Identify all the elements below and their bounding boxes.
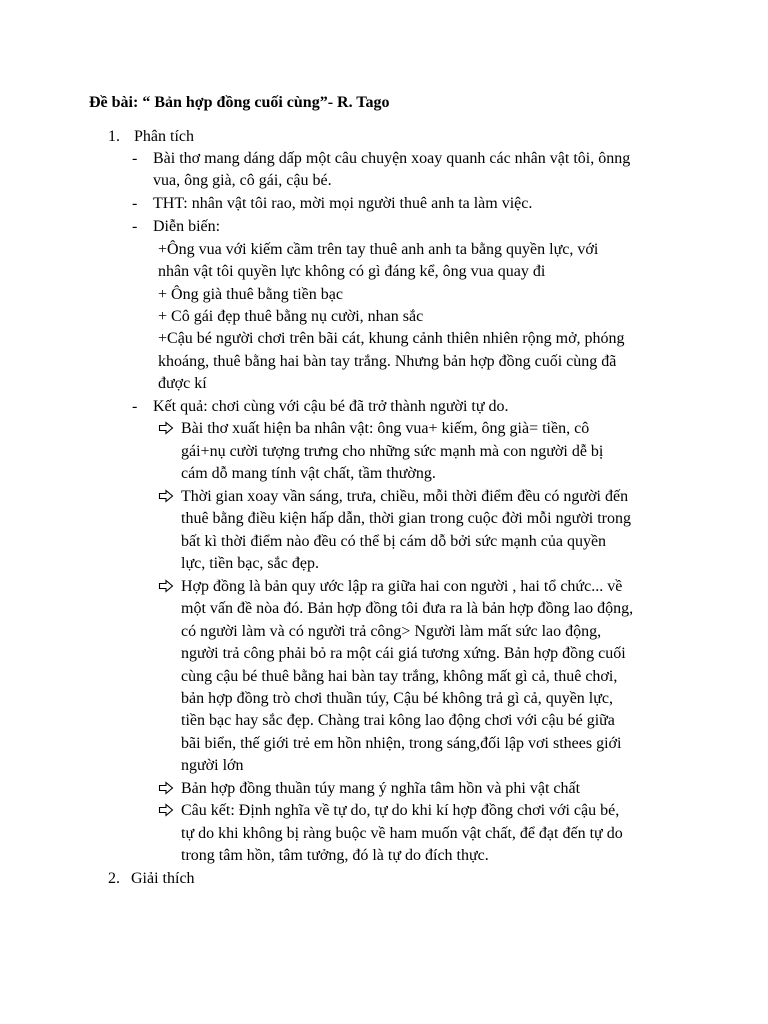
list-item-line: nhân vật tôi quyền lực không có gì đáng kể, ông vua quay đi xyxy=(158,263,546,280)
list-item-line: cùng cậu bé thuê bằng hai bàn tay trắng, không mất gì cả, thuê chơi, xyxy=(181,668,618,685)
dash-marker: - xyxy=(132,218,138,235)
dash-marker: - xyxy=(132,398,138,415)
list-item-line: + Ông già thuê bằng tiền bạc xyxy=(158,286,343,303)
list-item-line: trong tâm hồn, tâm tưởng, đó là tự do đích thực. xyxy=(181,847,489,864)
dash-marker: - xyxy=(132,195,138,212)
arrow-right-outline-icon xyxy=(158,781,174,795)
list-item-line: có người làm và có người trả công> Người làm mất sức lao động, xyxy=(181,623,602,640)
list-item-line: khoáng, thuê bằng hai bàn tay trắng. Nhưng bản hợp đồng cuối cùng đã xyxy=(158,353,617,370)
dash-marker: - xyxy=(132,150,138,167)
list-item-line: Bài thơ mang dáng dấp một câu chuyện xoay quanh các nhân vật tôi, ônng xyxy=(153,150,631,167)
list-item-line: Bản hợp đồng thuần túy mang ý nghĩa tâm hồn và phi vật chất xyxy=(181,780,581,797)
list-item-line: +Cậu bé người chơi trên bãi cát, khung cảnh thiên nhiên rộng mở, phóng xyxy=(158,330,625,347)
document-title: Đề bài: “ Bản hợp đồng cuối cùng”- R. Tago xyxy=(89,94,390,111)
section-number: 1. xyxy=(108,128,120,145)
list-item-line: Kết quả: chơi cùng với cậu bé đã trở thành người tự do. xyxy=(153,398,509,415)
list-item-line: + Cô gái đẹp thuê bằng nụ cười, nhan sắc xyxy=(158,308,424,325)
list-item-line: bất kì thời điểm nào đều có thể bị cám dỗ bởi sức mạnh của quyền xyxy=(181,533,607,550)
section-heading: Giải thích xyxy=(131,870,195,887)
list-item-line: người lớn xyxy=(181,757,244,774)
list-item-line: vua, ông già, cô gái, cậu bé. xyxy=(153,172,332,189)
list-item-line: gái+nụ cười tượng trưng cho những sức mạnh mà con người dễ bị xyxy=(181,443,604,460)
list-item-line: Thời gian xoay vần sáng, trưa, chiều, mỗi thời điểm đều có người đến xyxy=(181,488,629,505)
list-item-line: được kí xyxy=(158,375,207,392)
arrow-right-outline-icon xyxy=(158,489,174,503)
section-heading: Phân tích xyxy=(134,128,194,145)
list-item-line: lực, tiền bạc, sắc đẹp. xyxy=(181,555,319,572)
arrow-right-outline-icon xyxy=(158,579,174,593)
section-number: 2. xyxy=(108,870,120,887)
list-item-line: thuê bằng điều kiện hấp dẫn, thời gian trong cuộc đời mỗi người trong xyxy=(181,510,631,527)
list-item-line: người trả công phải bỏ ra một cái giá tương xứng. Bản hợp đồng cuối xyxy=(181,645,626,662)
list-item-line: Bài thơ xuất hiện ba nhân vật: ông vua+ kiếm, ông già= tiền, cô xyxy=(181,420,590,437)
arrow-right-outline-icon xyxy=(158,421,174,435)
list-item-line: một vấn đề nòa đó. Bản hợp đồng tôi đưa ra là bản hợp đồng lao động, xyxy=(181,600,634,617)
list-item-line: tự do khi không bị ràng buộc về ham muốn vật chất, để đạt đến tự do xyxy=(181,825,623,842)
list-item-line: Câu kết: Định nghĩa về tự do, tự do khi kí hợp đồng chơi với cậu bé, xyxy=(181,802,620,819)
list-item-line: bản hợp đồng trò chơi thuần túy, Cậu bé không trả gì cả, quyền lực, xyxy=(181,690,614,707)
list-item-line: Hợp đồng là bản quy ước lập ra giữa hai con người , hai tổ chức... về xyxy=(181,578,623,595)
list-item-line: tiền bạc hay sắc đẹp. Chàng trai kông lao động chơi với cậu bé giữa xyxy=(181,712,615,729)
list-item-line: cám dỗ mang tính vật chất, tầm thường. xyxy=(181,465,436,482)
list-item-line: bãi biển, thế giới trẻ em hồn nhiện, trong sáng,đối lập vơi sthees giới xyxy=(181,735,622,752)
list-item-line: THT: nhân vật tôi rao, mời mọi người thuê anh ta làm việc. xyxy=(153,195,533,212)
arrow-right-outline-icon xyxy=(158,803,174,817)
list-item-line: Diễn biến: xyxy=(153,218,221,235)
list-item-line: +Ông vua với kiếm cầm trên tay thuê anh anh ta bằng quyền lực, với xyxy=(158,241,599,258)
